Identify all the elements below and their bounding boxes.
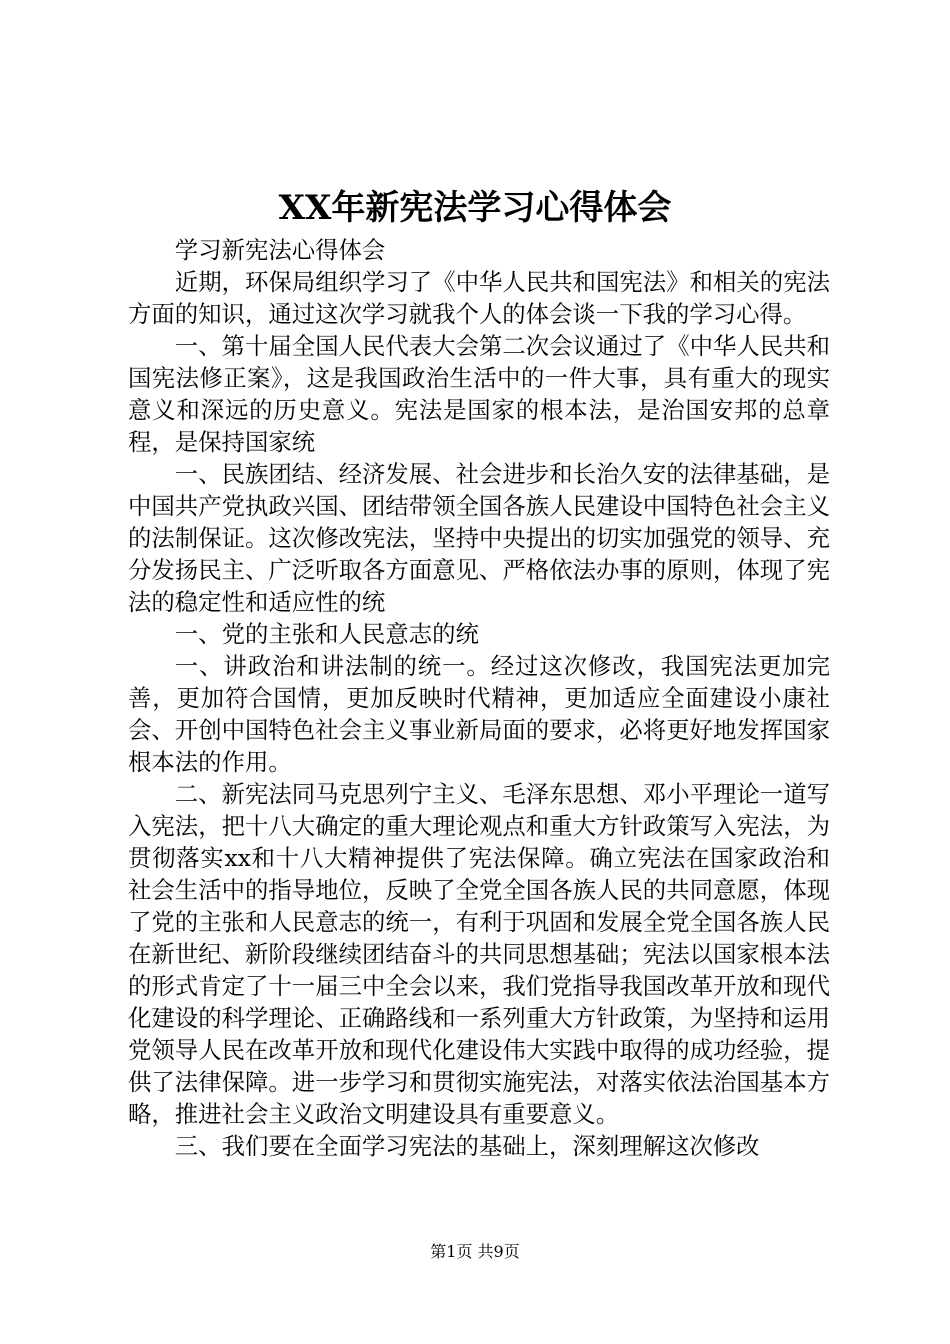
paragraph: 一、第十届全国人民代表大会第二次会议通过了《中华人民共和国宪法修正案》，这是我国政治生活中的一件大事，具有重大的现实意义和深远的历史意义。宪法是国家的根本法，是治国安邦的总章程，是保持国家统 bbox=[128, 332, 830, 456]
paragraph: 一、讲政治和讲法制的统一。经过这次修改，我国宪法更加完善，更加符合国情，更加反映时代精神，更加适应全面建设小康社会、开创中国特色社会主义事业新局面的要求，必将更好地发挥国家根本法的作用。 bbox=[128, 652, 830, 776]
paragraph: 近期，环保局组织学习了《中华人民共和国宪法》和相关的宪法方面的知识，通过这次学习就我个人的体会谈一下我的学习心得。 bbox=[128, 268, 830, 328]
document-title: XX年新宪法学习心得体会 bbox=[278, 188, 672, 228]
document-body bbox=[128, 234, 830, 1162]
paragraph: 一、党的主张和人民意志的统 bbox=[174, 620, 479, 648]
page-number-footer: 第1页 共9页 bbox=[430, 1242, 520, 1261]
paragraph: 一、民族团结、经济发展、社会进步和长治久安的法律基础，是中国共产党执政兴国、团结带领全国各族人民建设中国特色社会主义的法制保证。这次修改宪法，坚持中央提出的切实加强党的领导、充分发扬民主、广泛听取各方面意见、严格依法办事的原则，体现了宪法的稳定性和适应性的统 bbox=[128, 460, 830, 616]
paragraph: 三、我们要在全面学习宪法的基础上，深刻理解这次修改 bbox=[174, 1132, 760, 1160]
paragraph-subtitle: 学习新宪法心得体会 bbox=[174, 236, 386, 264]
paragraph: 二、新宪法同马克思列宁主义、毛泽东思想、邓小平理论一道写入宪法，把十八大确定的重大理论观点和重大方针政策写入宪法，为贯彻落实xx和十八大精神提供了宪法保障。确立宪法在国家政治和社会生活中的指导地位，反映了全党全国各族人民的共同意愿，体现了党的主张和人民意志的统一，有利于巩固和发展全党全国各族人民在新世纪、新阶段继续团结奋斗的共同思想基础；宪法以国家根本法的形式肯定了十一届三中全会以来，我们党指导我国改革开放和现代化建设的科学理论、正确路线和一系列重大方针政策，为坚持和运用党领导人民在改革开放和现代化建设伟大实践中取得的成功经验，提供了法律保障。进一步学习和贯彻实施宪法，对落实依法治国基本方略，推进社会主义政治文明建设具有重要意义。 bbox=[128, 780, 830, 1128]
